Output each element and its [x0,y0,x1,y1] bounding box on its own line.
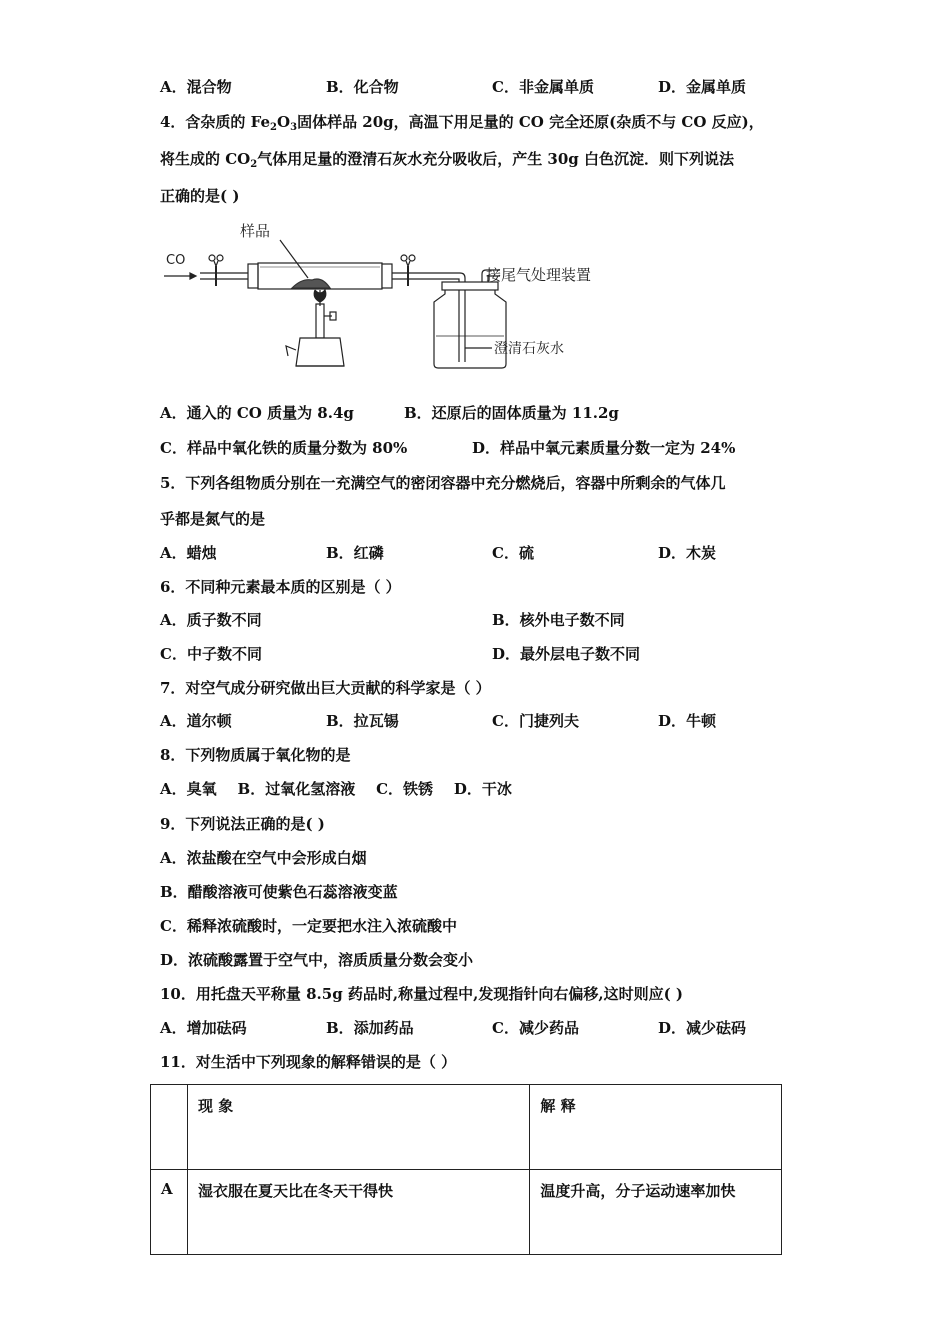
q10-option-d: D．减少砝码 [658,1019,747,1037]
q11-table [150,1084,782,1255]
q10-option-a: A．增加砝码 [160,1019,247,1037]
q10-option-b: B．添加药品 [326,1019,414,1037]
row-phenomenon: 湿衣服在夏天比在冬天干得快 [187,1170,529,1255]
q10-stem: 10．用托盘天平称量 8.5g 药品时,称量过程中,发现指针向右偏移,这时则应( ) [160,985,683,1003]
table-row [151,1170,782,1255]
q5-stem-line1: 5．下列各组物质分别在一充满空气的密闭容器中充分燃烧后，容器中所剩余的气体几 [160,474,726,492]
sample-label: 样品 [240,222,271,240]
header-cell-phenomenon: 现 象 [187,1085,529,1170]
q6-option-c: C．中子数不同 [160,645,262,663]
row-explanation: 温度升高，分子运动速率加快 [530,1170,782,1255]
q6-option-d: D．最外层电子数不同 [492,645,641,663]
q4-apparatus-figure [160,218,630,378]
table-header-row [151,1085,782,1170]
q4-option-b: B．还原后的固体质量为 11.2g [404,404,619,422]
q9-stem: 9．下列说法正确的是( ) [160,815,325,833]
q11-stem: 11．对生活中下列现象的解释错误的是（ ） [160,1053,457,1071]
q3-option-a: A．混合物 [160,78,232,96]
q9-option-b: B．醋酸溶液可使紫色石蕊溶液变蓝 [160,883,398,901]
apparatus-diagram [160,218,630,378]
co-label: CO [166,253,186,268]
q3-option-d: D．金属单质 [658,78,747,96]
q5-option-d: D．木炭 [658,544,717,562]
q3-option-c: C．非金属单质 [492,78,594,96]
q6-option-b: B．核外电子数不同 [492,611,625,629]
q3-option-b: B．化合物 [326,78,399,96]
q7-option-d: D．牛顿 [658,712,717,730]
q5-option-a: A．蜡烛 [160,544,217,562]
q5-option-b: B．红磷 [326,544,384,562]
tail-gas-label: 接尾气处理装置 [486,266,592,284]
burner [296,338,344,366]
q4-stem-line2: 将生成的 $CO_2$气体用足量的澄清石灰水充分吸收后，产生 30g 白色沉淀．则下列说法 [160,150,735,170]
q4-option-a: A．通入的 CO 质量为 8.4g [160,404,354,422]
header-cell-label [151,1085,188,1170]
q4-stem-line3: 正确的是( ) [160,187,240,205]
q6-option-a: A．质子数不同 [160,611,262,629]
limewater-label: 澄清石灰水 [494,341,564,357]
q8-stem: 8．下列物质属于氧化物的是 [160,746,351,764]
row-label: A [151,1170,188,1255]
q6-stem: 6．不同种元素最本质的区别是（ ） [160,578,401,596]
q7-option-b: B．拉瓦锡 [326,712,399,730]
q4-stem-line1: 4．含杂质的 $Fe_2O_3$固体样品 20g，高温下用足量的 CO 完全还原(杂质不与 CO 反应)， [160,113,764,133]
q7-stem: 7．对空气成分研究做出巨大贡献的科学家是（ ） [160,679,491,697]
q10-option-c: C．减少药品 [492,1019,579,1037]
q4-option-c: C．样品中氧化铁的质量分数为 80% [160,439,408,457]
q5-option-c: C．硫 [492,544,534,562]
q8-options: A．臭氧 B．过氧化氢溶液 C．铁锈 D．干冰 [160,780,512,798]
sample-pile [292,279,330,288]
q5-stem-line2: 乎都是氮气的是 [160,510,266,528]
q7-option-a: A．道尔顿 [160,712,232,730]
q9-option-d: D．浓硫酸露置于空气中，溶质质量分数会变小 [160,951,474,969]
q4-option-d: D．样品中氧元素质量分数一定为 24% [472,439,736,457]
q9-option-a: A．浓盐酸在空气中会形成白烟 [160,849,367,867]
q7-option-c: C．门捷列夫 [492,712,579,730]
q9-option-c: C．稀释浓硫酸时，一定要把水注入浓硫酸中 [160,917,457,935]
header-cell-explanation: 解 释 [530,1085,782,1170]
